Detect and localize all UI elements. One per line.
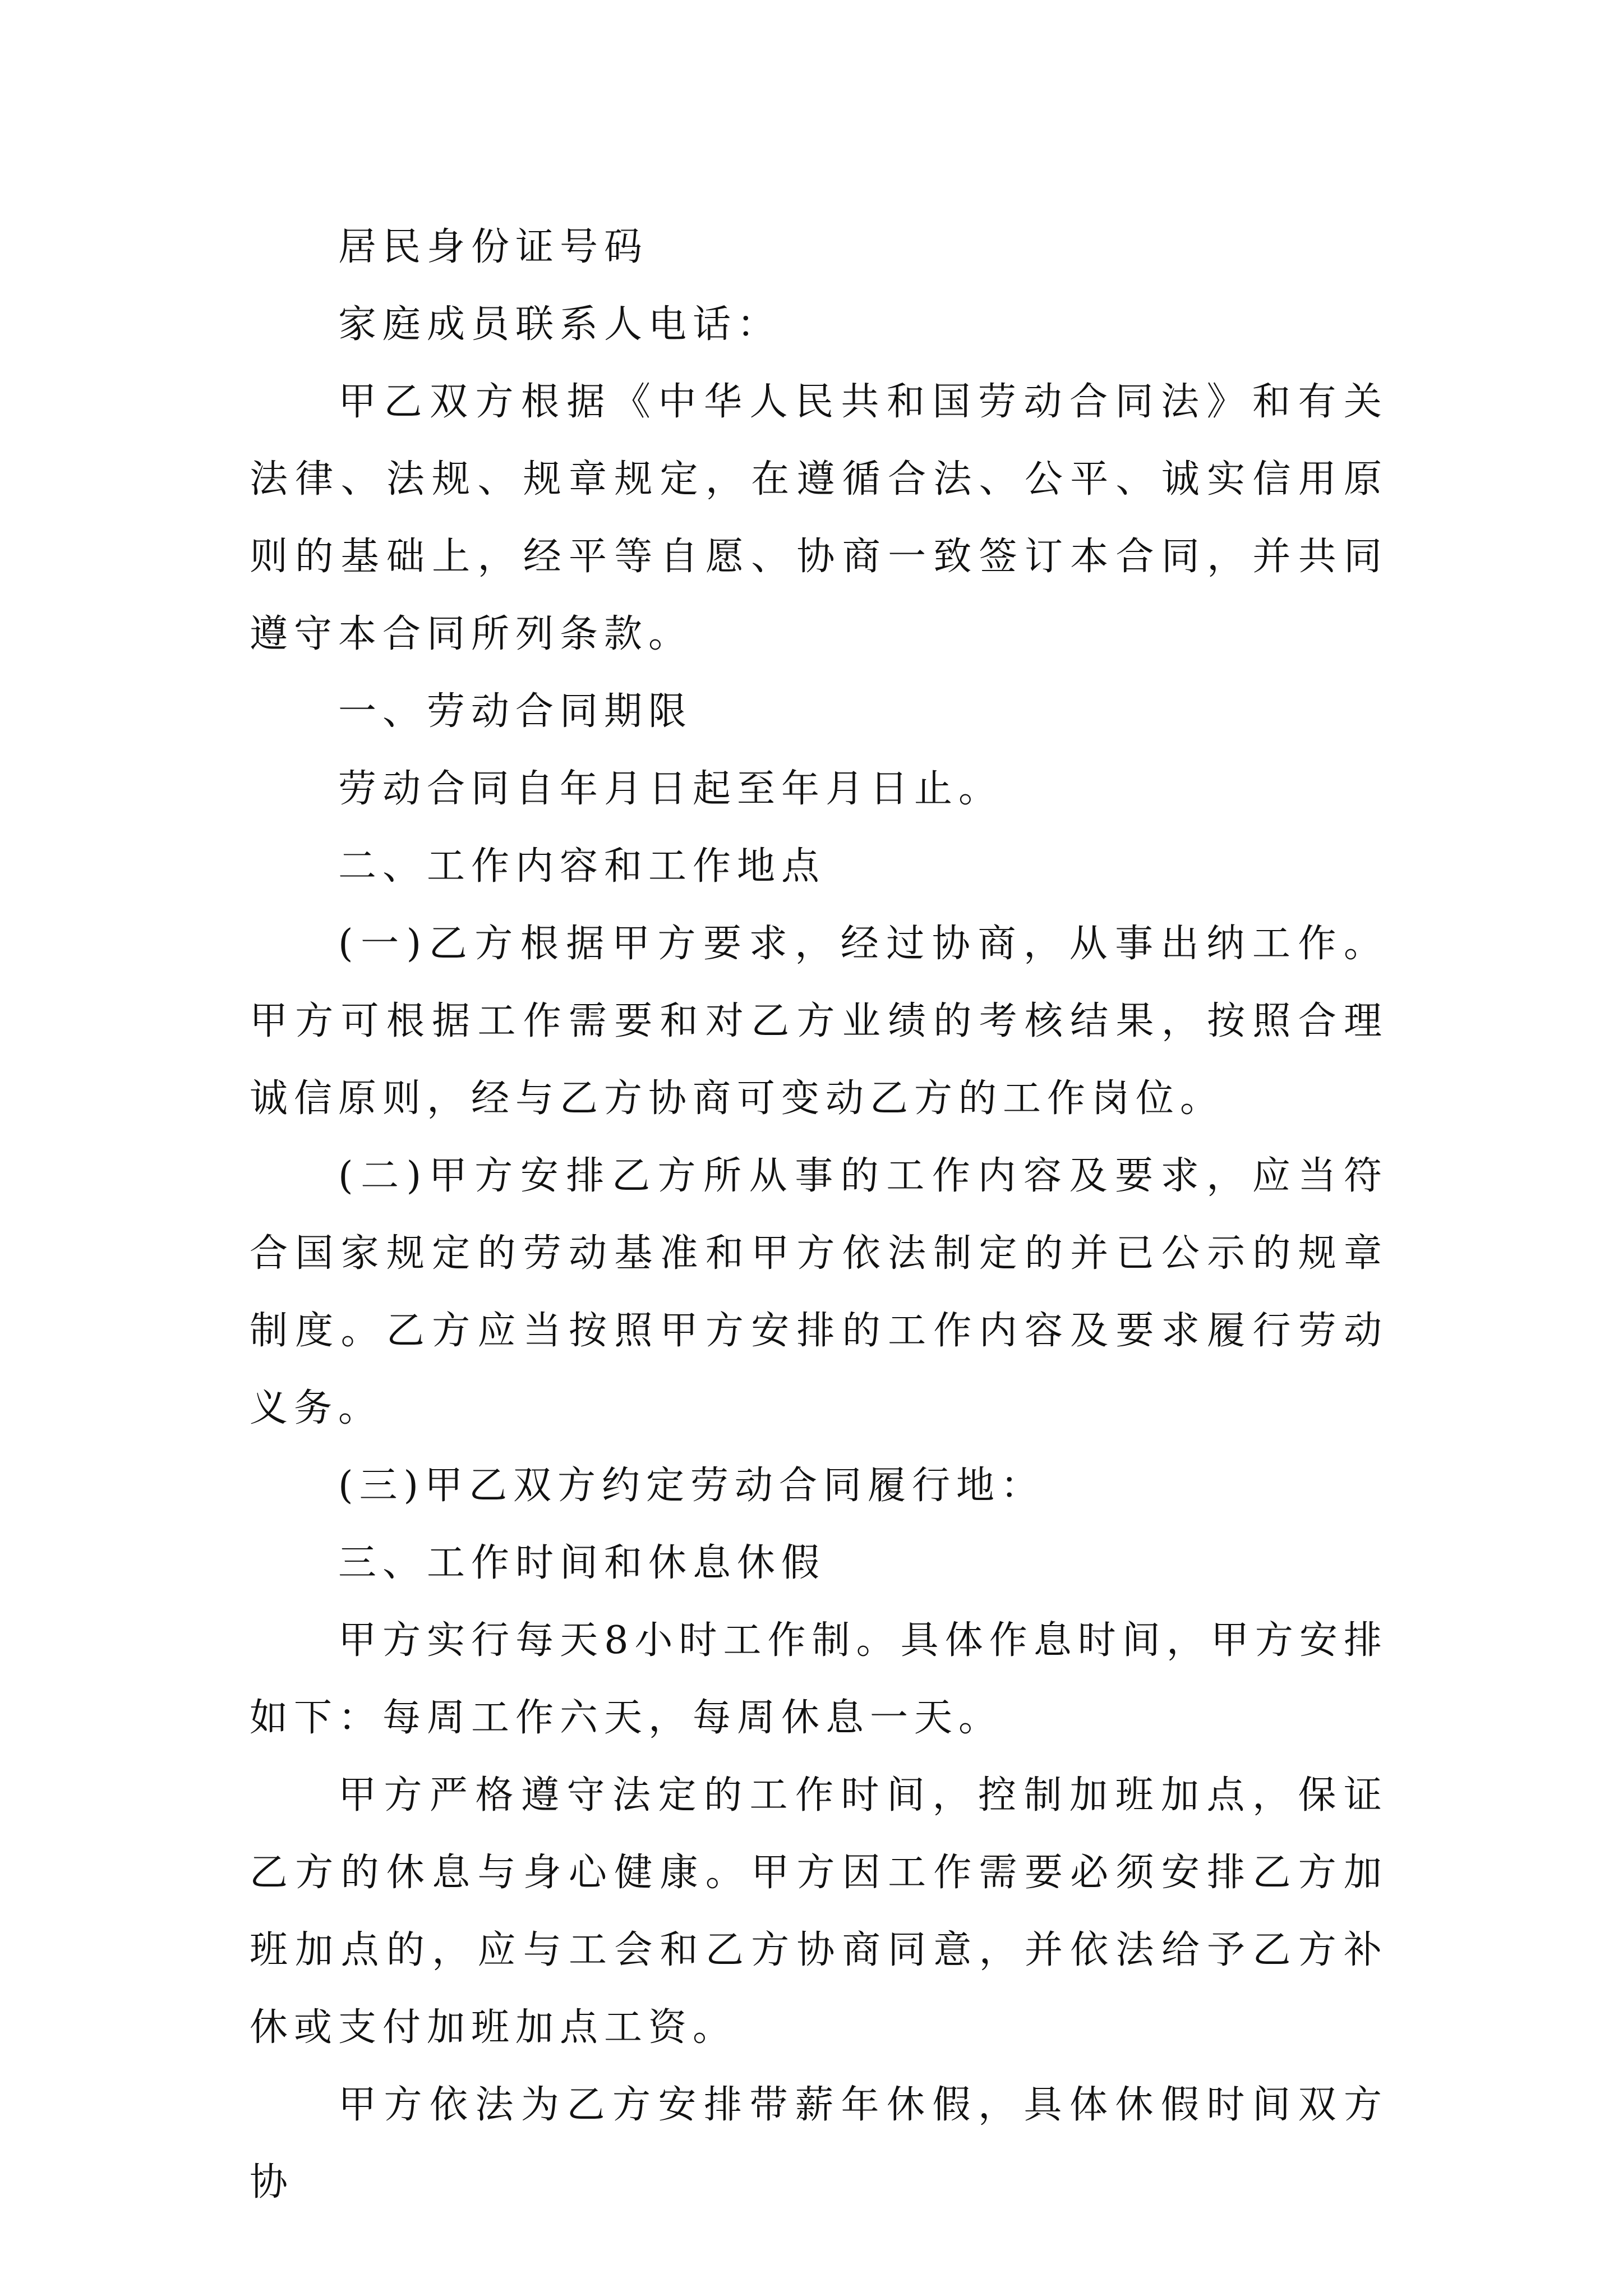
overtime-clause: 甲方严格遵守法定的工作时间，控制加班加点，保证乙方的休息与身心健康。甲方因工作需要必须安排乙方加班加点的，应与工会和乙方协商同意，并依法给予乙方补休或支付加班加点工资。 [250, 1773, 1388, 2050]
annual-leave-clause: 甲方依法为乙方安排带薪年休假，具体休假时间双方协 [250, 2083, 1388, 2205]
clause-2-2: (二)甲方安排乙方所从事的工作内容及要求，应当符合国家规定的劳动基准和甲方依法制定的并已公示的规章制度。乙方应当按照甲方安排的工作内容及要求履行劳动义务。 [250, 1154, 1388, 1430]
section-2-heading: 二、工作内容和工作地点 [338, 844, 826, 889]
section-3-heading: 三、工作时间和休息休假 [338, 1541, 826, 1585]
clause-2-1: (一)乙方根据甲方要求，经过协商，从事出纳工作。甲方可根据工作需要和对乙方业绩的考核结果，按照合理诚信原则，经与乙方协商可变动乙方的工作岗位。 [250, 922, 1388, 1121]
contract-preamble: 甲乙双方根据《中华人民共和国劳动合同法》和有关法律、法规、规章规定，在遵循合法、公平、诚实信用原则的基础上，经平等自愿、协商一致签订本合同，并共同遵守本合同所列条款。 [250, 380, 1388, 656]
id-number-line: 居民身份证号码 [338, 225, 649, 269]
clause-2-3: (三)甲乙双方约定劳动合同履行地： [338, 1464, 1045, 1508]
working-hours-clause: 甲方实行每天8小时工作制。具体作息时间，甲方安排如下：每周工作六天，每周休息一天。 [250, 1618, 1388, 1740]
section-1-heading: 一、劳动合同期限 [338, 689, 693, 734]
family-contact-line: 家庭成员联系人电话： [338, 302, 782, 347]
contract-body [250, 209, 1388, 2221]
contract-term-line: 劳动合同自年月日起至年月日止。 [338, 767, 1003, 811]
